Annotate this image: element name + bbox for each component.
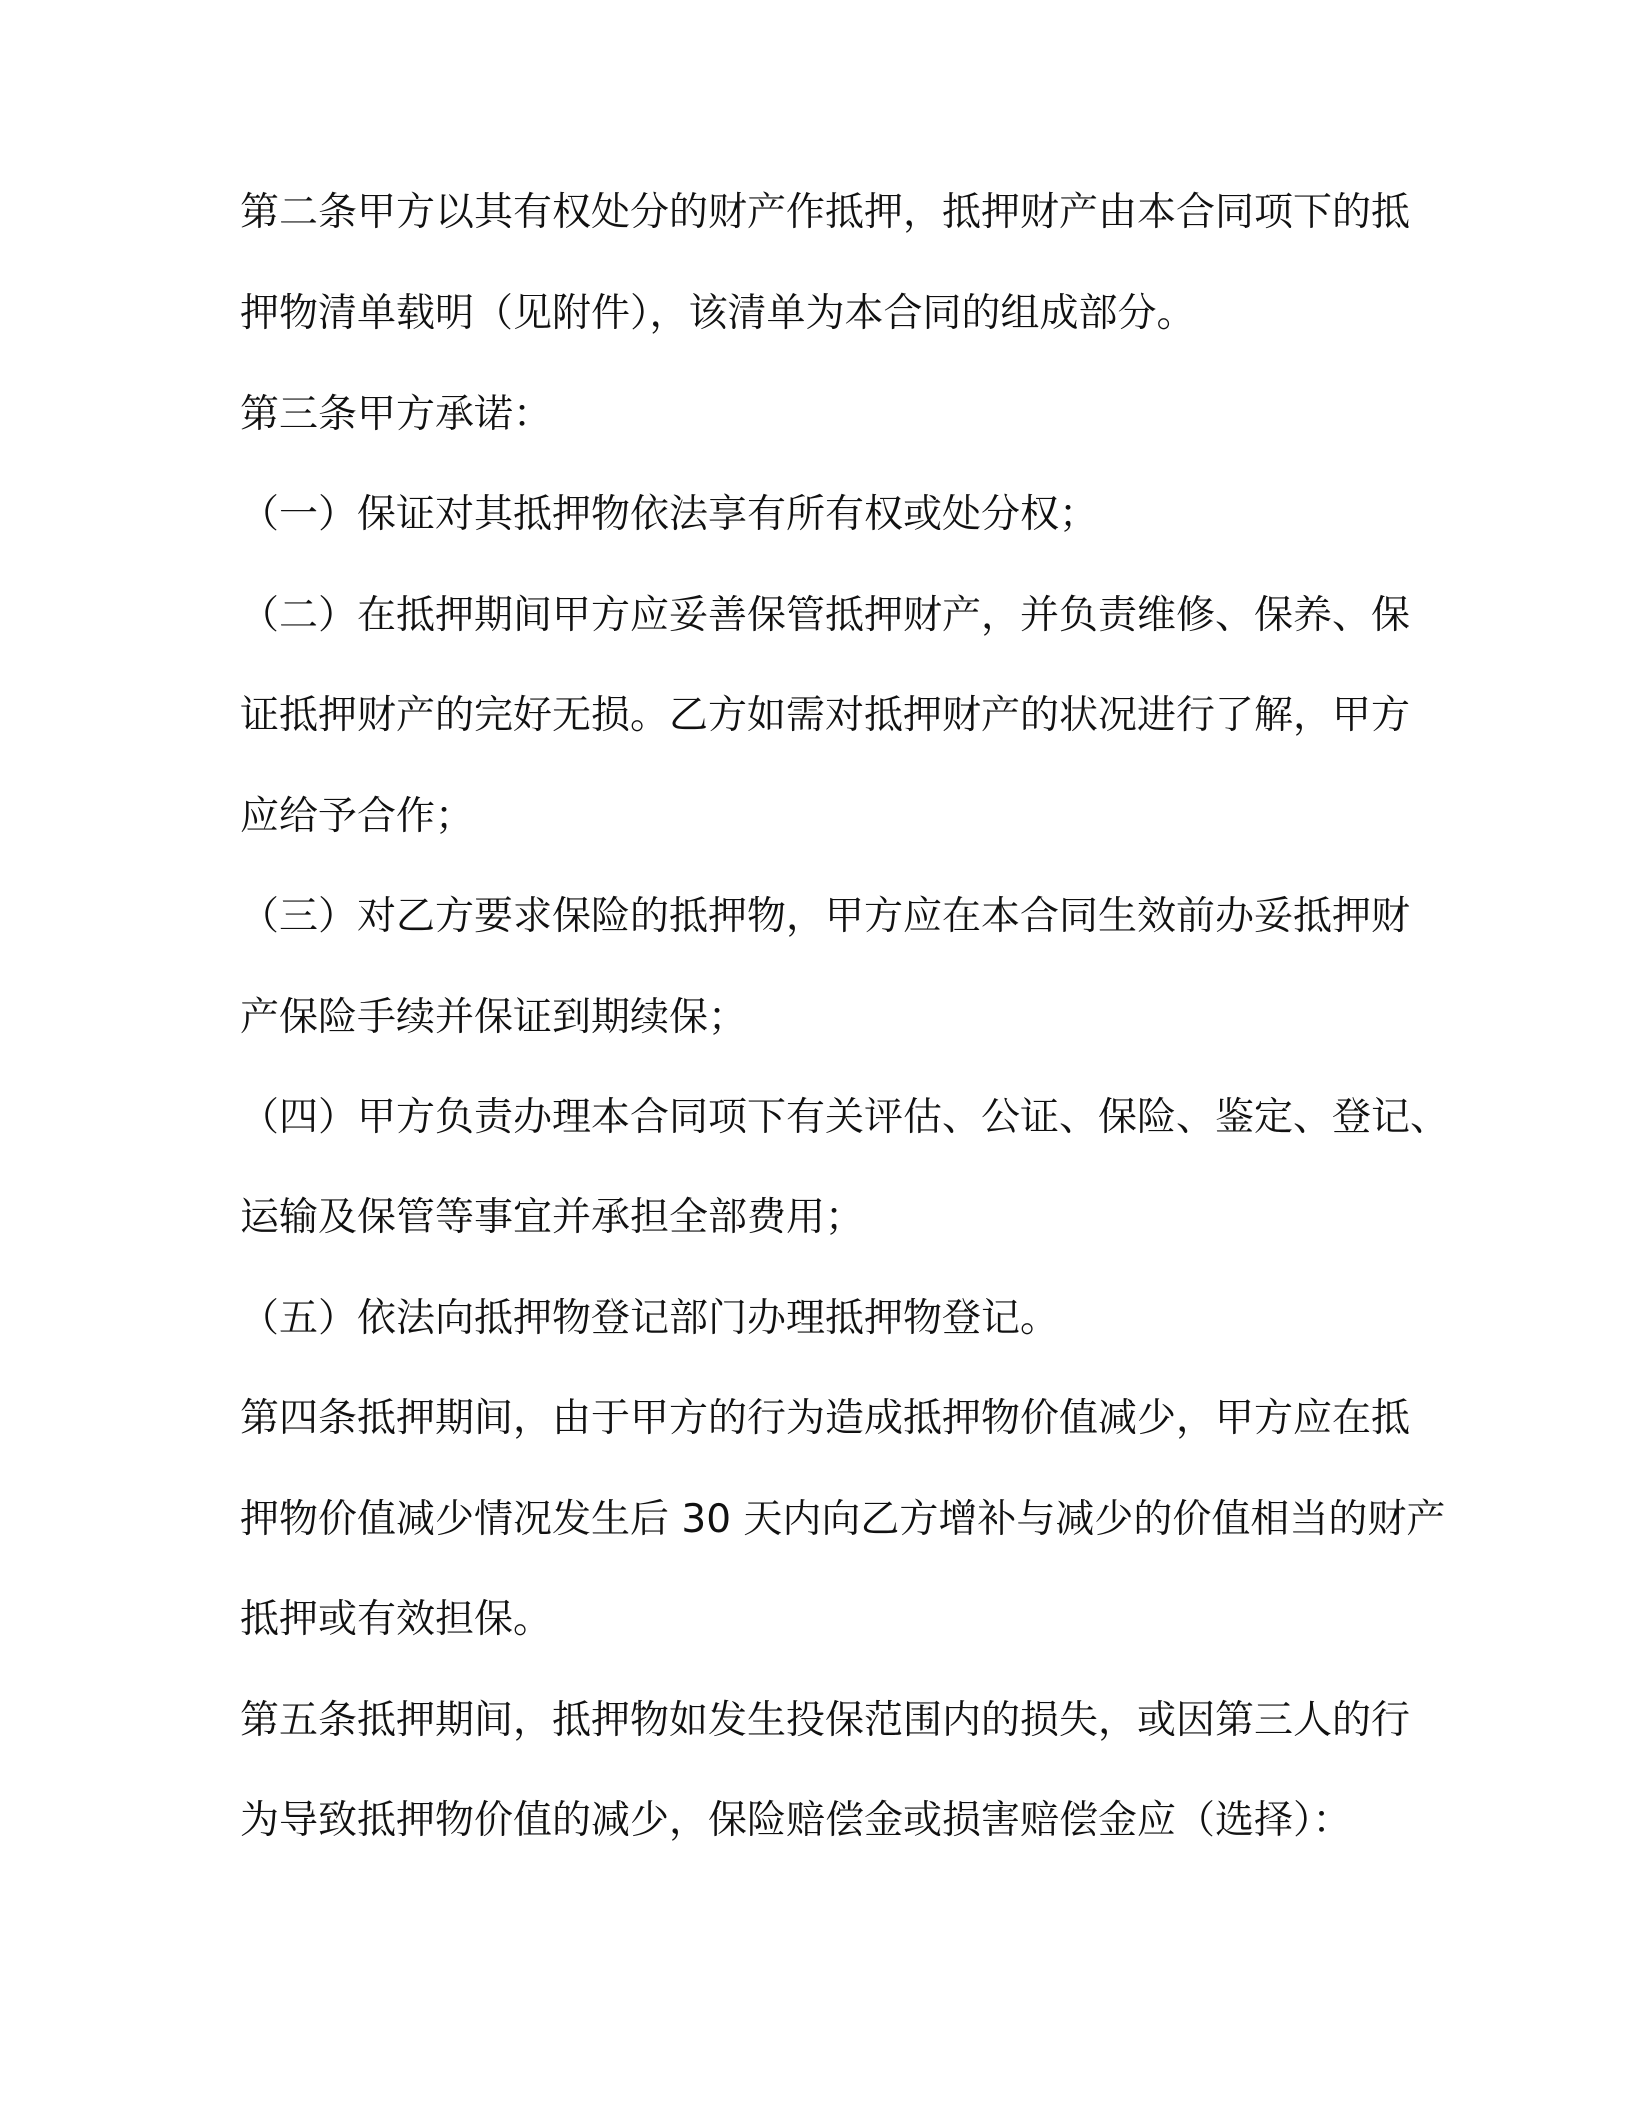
text-line: （一）保证对其抵押物依法享有所有权或处分权；	[240, 492, 1099, 537]
text-line: 押物价值减少情况发生后 30 天内向乙方增补与减少的价值相当的财产	[240, 1497, 1446, 1542]
text-line: （三）对乙方要求保险的抵押物，甲方应在本合同生效前办妥抵押财	[240, 894, 1411, 939]
text-line: 应给予合作；	[240, 794, 475, 839]
text-line: 产保险手续并保证到期续保；	[240, 995, 748, 1040]
text-line: （五）依法向抵押物登记部门办理抵押物登记。	[240, 1296, 1060, 1341]
text-line: 第四条抵押期间，由于甲方的行为造成抵押物价值减少，甲方应在抵	[240, 1396, 1411, 1441]
text-line: （四）甲方负责办理本合同项下有关评估、公证、保险、鉴定、登记、	[240, 1095, 1450, 1140]
text-line: 第三条甲方承诺：	[240, 392, 553, 437]
text-line: 证抵押财产的完好无损。乙方如需对抵押财产的状况进行了解，甲方	[240, 693, 1411, 738]
text-line: 运输及保管等事宜并承担全部费用；	[240, 1195, 865, 1240]
text-line: （二）在抵押期间甲方应妥善保管抵押财产，并负责维修、保养、保	[240, 593, 1411, 638]
text-line: 为导致抵押物价值的减少，保险赔偿金或损害赔偿金应（选择）：	[240, 1798, 1352, 1843]
text-line: 押物清单载明（见附件），该清单为本合同的组成部分。	[240, 291, 1196, 336]
text-line: 第五条抵押期间，抵押物如发生投保范围内的损失，或因第三人的行	[240, 1698, 1411, 1743]
text-line: 第二条甲方以其有权处分的财产作抵押，抵押财产由本合同项下的抵	[240, 190, 1411, 235]
text-line: 抵押或有效担保。	[240, 1597, 553, 1642]
